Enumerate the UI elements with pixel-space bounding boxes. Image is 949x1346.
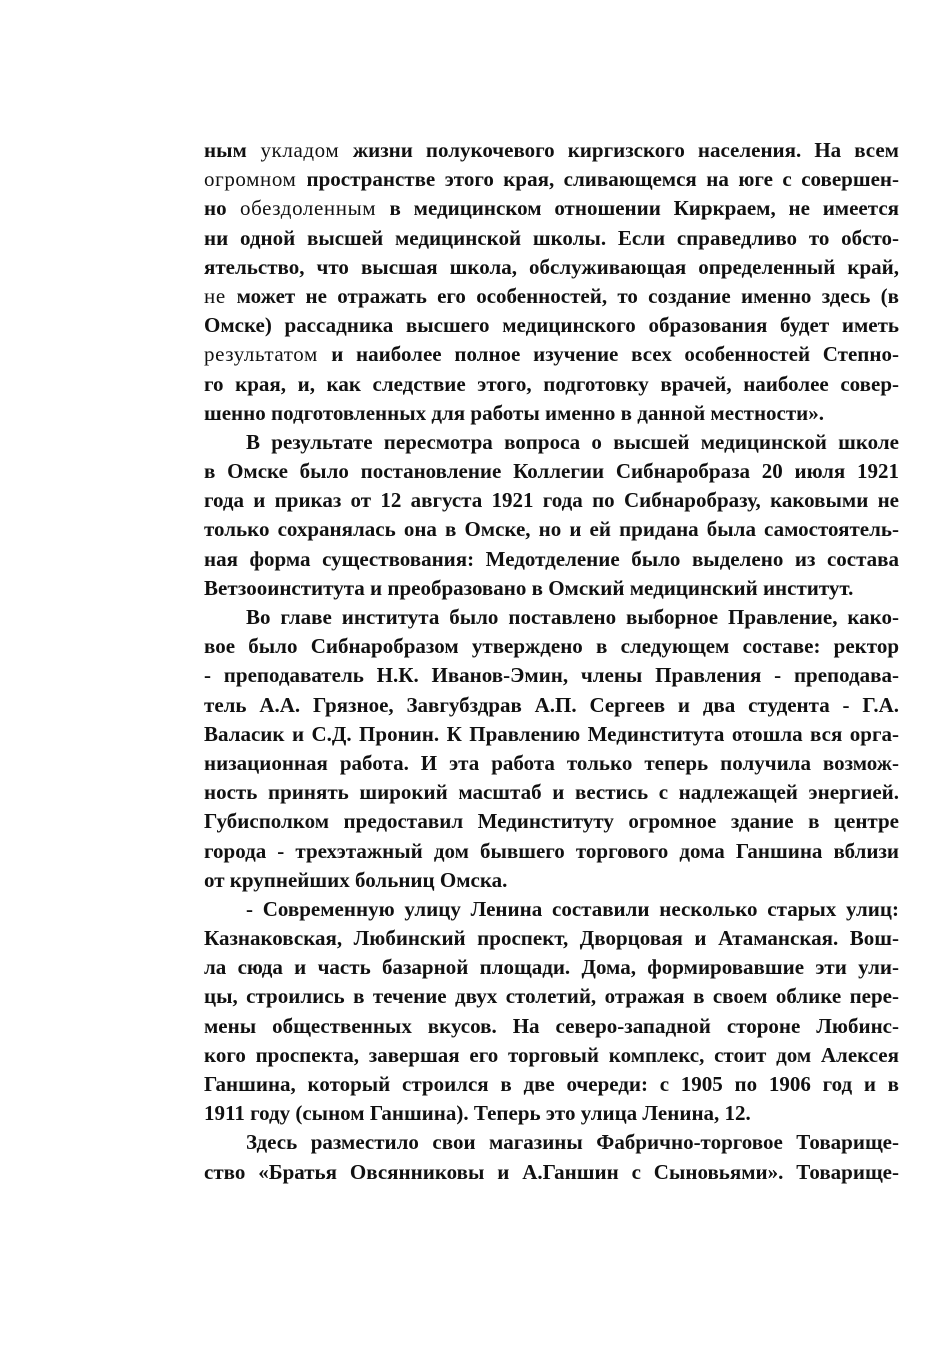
text-line: [204, 982, 899, 1011]
text-run: обездоленным: [226, 196, 390, 221]
text-line: [204, 224, 899, 253]
text-run: мены общественных вкусов. На северо-западной стороне Любинс-: [204, 1013, 899, 1038]
text-run: 1911 году (сыном Ганшина). Теперь это улица Ленина, 12.: [204, 1101, 751, 1126]
text-run: только сохранялась она в Омске, но и ей придана была самостоятель-: [204, 517, 899, 542]
text-run: в медицинском отношении Киркраем, не имеется: [389, 196, 899, 221]
text-run: кого проспекта, завершая его торговый комплекс, стоит дом Алексея: [204, 1042, 899, 1067]
text-run: Валасик и С.Д. Пронин. К Правлению Мединститута отошла вся орга-: [204, 721, 899, 746]
text-run: от крупнейших больниц Омска.: [204, 867, 508, 892]
text-line: [204, 457, 899, 486]
text-run: ность принять широкий масштаб и вестись с надлежащей энергией.: [204, 780, 899, 805]
text-line: [204, 778, 899, 807]
text-run: может не отражать его особенностей, то создание именно здесь (в: [236, 283, 900, 308]
text-run: ная форма существования: Медотделение было выделено из состава: [204, 546, 899, 571]
text-line: [204, 661, 899, 690]
text-run: укладом: [246, 138, 353, 162]
text-run: жизни полукочевого киргизского населения. На всем: [352, 138, 899, 162]
text-run: Во главе института было поставлено выборное Правление, како-: [246, 605, 899, 629]
text-line: [204, 1070, 899, 1099]
text-run: цы, строились в течение двух столетий, отражая в своем облике пере-: [204, 984, 899, 1009]
text-line: [204, 515, 899, 544]
text-line: [204, 311, 899, 340]
text-run: Казнаковская, Любинский проспект, Дворцовая и Атаманская. Вош-: [204, 926, 899, 951]
text-run: Здесь разместило свои магазины Фабрично-торговое Товарище-: [246, 1130, 899, 1155]
text-line: [204, 1012, 899, 1041]
text-line: [204, 136, 899, 165]
text-line: [204, 545, 899, 574]
text-run: - преподаватель Н.К. Иванов-Эмин, члены Правления - преподава-: [204, 663, 899, 688]
text-line: [204, 807, 899, 836]
text-run: Губисполком предоставил Мединституту огромное здание в центре: [204, 809, 899, 834]
text-line: [204, 691, 899, 720]
text-line: [204, 399, 899, 428]
text-run: города - трехэтажный дом бывшего торгового дома Ганшина вблизи: [204, 838, 899, 863]
text-line: [204, 253, 899, 282]
text-line: [204, 1041, 899, 1070]
text-line: [204, 720, 899, 749]
text-line: [204, 1128, 899, 1157]
text-run: пространстве этого края, сливающемся на юге с совершен-: [306, 167, 899, 192]
text-line: [204, 282, 899, 311]
text-run: Омске) рассадника высшего медицинского образования будет иметь: [204, 313, 899, 338]
text-line: [204, 924, 899, 953]
text-line: [204, 428, 899, 457]
text-run: В результате пересмотра вопроса о высшей медицинской школе: [246, 429, 899, 454]
text-run: но: [204, 196, 227, 221]
text-line: [204, 632, 899, 661]
text-run: тель А.А. Грязное, Завгубздрав А.П. Сергеев и два студента - Г.А.: [204, 692, 899, 717]
text-run: Ветзооинститута и преобразовано в Омский медицинский институт.: [204, 575, 854, 600]
text-run: года и приказ от 12 августа 1921 года по Сибнаробразу, каковыми не: [204, 488, 899, 513]
body-text: [204, 136, 899, 1187]
text-line: [204, 486, 899, 515]
text-run: - Современную улицу Ленина составили несколько старых улиц:: [246, 896, 899, 921]
text-line: [204, 1158, 899, 1187]
document-page: [204, 136, 899, 1187]
text-run: Ганшина, который строился в две очереди: с 1905 по 1906 год и в: [204, 1072, 899, 1096]
text-line: [204, 194, 899, 223]
text-line: [204, 837, 899, 866]
text-run: огромном: [204, 167, 307, 192]
text-run: ятельство, что высшая школа, обслуживающая определенный край,: [204, 254, 899, 279]
text-run: ни одной высшей медицинской школы. Если справедливо то обсто-: [204, 225, 899, 250]
text-run: низационная работа. И эта работа только теперь получила возмож-: [204, 750, 899, 775]
text-run: ла сюда и часть базарной площади. Дома, формировавшие эти ули-: [204, 955, 899, 980]
text-line: [204, 574, 899, 603]
text-run: в Омске было постановление Коллегии Сибнаробраза 20 июля 1921: [204, 459, 899, 484]
text-line: [204, 1099, 899, 1128]
text-line: [204, 340, 899, 369]
text-line: [204, 749, 899, 778]
text-run: шенно подготовленных для работы именно в данной местности».: [204, 400, 825, 425]
text-line: [204, 953, 899, 982]
text-run: не: [204, 283, 237, 308]
text-line: [204, 603, 899, 632]
text-run: го края, и, как следствие этого, подготовку врачей, наиболее совер-: [204, 371, 899, 396]
text-line: [204, 866, 899, 895]
text-run: вое было Сибнаробразом утверждено в следующем составе: ректор: [204, 634, 899, 659]
text-run: ным: [204, 138, 247, 162]
text-line: [204, 370, 899, 399]
text-line: [204, 895, 899, 924]
text-run: ство «Братья Овсянниковы и А.Ганшин с Сыновьями». Товарище-: [204, 1159, 899, 1184]
text-run: результатом: [204, 342, 332, 367]
text-run: и наиболее полное изучение всех особенностей Степно-: [331, 342, 899, 367]
text-line: [204, 165, 899, 194]
